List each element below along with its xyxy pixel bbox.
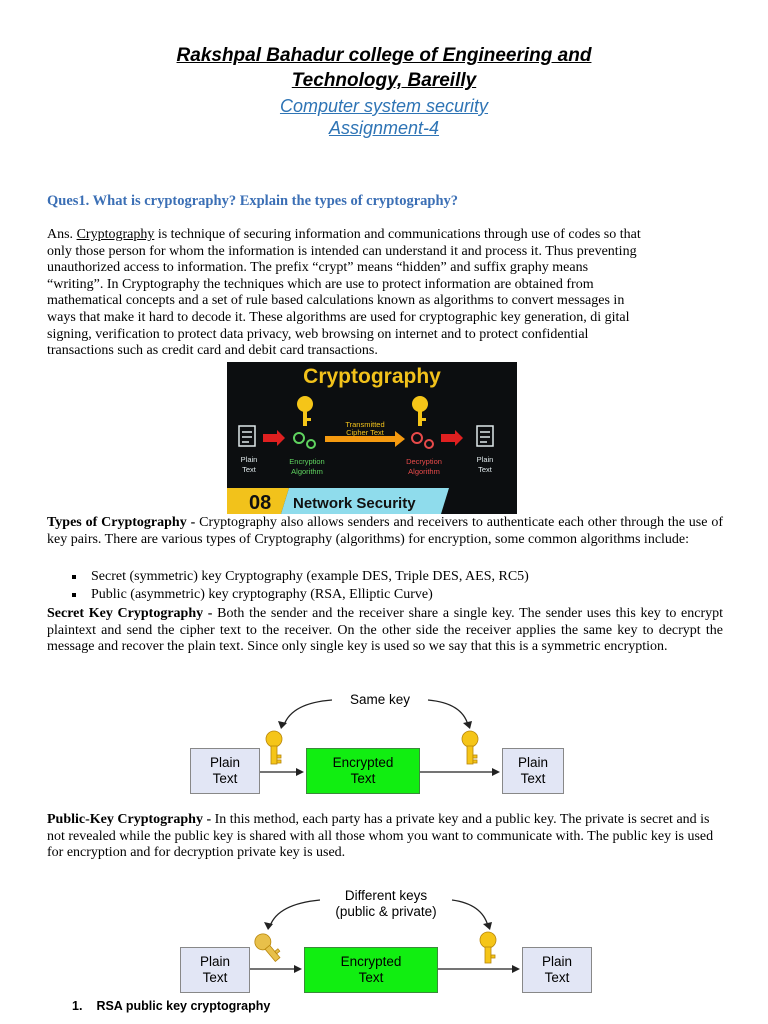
badge-text: Network Security [293, 495, 416, 512]
question-text: What is cryptography? Explain the types of cryptography? [92, 193, 459, 209]
key-icon-left [297, 396, 313, 426]
secret-key-text: Both the sender and the receiver share a single key. The sender uses this key to encrypt plaintext and send the cipher text to the receiver. On the other side the receiver applies the same key to decrypt the message and recover the plain text. Since only single key is used so we say that this is a symmetric encryption. [47, 606, 724, 655]
public-key-paragraph [47, 812, 723, 862]
cryptography-illustration [227, 362, 517, 514]
plain-text-box-left-2: Plain Text [180, 947, 250, 993]
gear-icon-encryption [294, 433, 315, 448]
cryptography-image [227, 362, 517, 514]
answer-line-4: “writing”. In Cryptography the techniques which are use to protect information are obtained from [47, 276, 594, 292]
key-icon-sender [266, 731, 282, 764]
cryptography-link: Cryptography [76, 227, 155, 242]
svg-text:Plain: Plain [476, 455, 494, 464]
key-icon-public [252, 931, 284, 965]
assignment-title: Assignment-4 [328, 118, 440, 138]
encrypted-text-box-2: Encrypted Text [304, 947, 438, 993]
college-title-line1: Rakshpal Bahadur college of Engineering and [176, 45, 592, 66]
key-icon-right [412, 396, 428, 426]
answer-line-6: ways that make it hard to decode it. These algorithms are used for cryptographic key generation, di gital [47, 309, 630, 325]
question-1 [47, 193, 458, 210]
subject-title: Computer system security [279, 96, 489, 116]
asymmetric-diagram [170, 882, 610, 994]
svg-text:Cipher Text: Cipher Text [346, 428, 384, 437]
public-key-text: In this method, each party has a private key and a public key. The private is secret and is not revealed while the public key is shared with all those whom you want to communicate with. The public key is used for encryption and for decryption private key is used. [47, 812, 714, 861]
types-heading: Types of Cryptography - [47, 515, 196, 530]
badge-number: 08 [249, 492, 272, 514]
different-keys-label: Different keys (public & private) [335, 888, 437, 919]
answer-line-2: only those person for whom the information is intended can understand it and process it. Thus preventing [47, 243, 637, 259]
svg-text:Plain: Plain [240, 455, 258, 464]
answer-line-1: Ans. Cryptography is technique of securing information and communications through use of codes so that [47, 227, 641, 242]
arrow-icon-1 [263, 430, 285, 446]
plain-text-box-left: Plain Text [190, 748, 260, 794]
types-paragraph [47, 515, 723, 548]
document-icon-left [239, 426, 255, 446]
secret-key-paragraph [47, 606, 723, 656]
college-title-line2: Technology, Bareilly [291, 70, 477, 91]
plain-text-box-right: Plain Text [502, 748, 564, 794]
bullet-item-2: Public (asymmetric) key cryptography (RSA, Elliptic Curve) [72, 587, 433, 603]
bullet-item-1: Secret (symmetric) key Cryptography (example DES, Triple DES, AES, RC5) [72, 569, 529, 585]
public-key-heading: Public-Key Cryptography - [47, 812, 212, 827]
question-label: Ques1. [47, 193, 90, 209]
svg-text:Algorithm: Algorithm [408, 467, 440, 476]
same-key-label: Same key [349, 692, 411, 707]
symmetric-diagram [180, 685, 590, 800]
svg-text:Encryption: Encryption [289, 457, 325, 466]
document-icon-right [477, 426, 493, 446]
key-icon-private [480, 932, 496, 963]
svg-text:Decryption: Decryption [406, 457, 442, 466]
types-text: Cryptography also allows senders and receivers to authenticate each other through the use of key pairs. There are various types of Cryptography (algorithms) for encryption, some common algorithms include: [47, 515, 723, 547]
svg-text:Algorithm: Algorithm [291, 467, 323, 476]
key-icon-receiver [462, 731, 478, 764]
svg-text:Text: Text [242, 465, 256, 474]
secret-key-heading: Secret Key Cryptography - [47, 606, 213, 621]
arrow-icon-3 [441, 430, 463, 446]
numbered-list-item-1: 1. RSA public key cryptography [72, 999, 271, 1013]
answer-line-8: transactions such as credit card and debit card transactions. [47, 343, 378, 359]
plain-text-box-right-2: Plain Text [522, 947, 592, 993]
answer-paragraph [47, 227, 723, 360]
answer-line-5: mathematical concepts and a set of rule based calculations known as algorithms to convert messages in [47, 293, 625, 309]
svg-text:Text: Text [478, 465, 492, 474]
svg-text:Transmitted: Transmitted [345, 420, 385, 429]
encrypted-text-box: Encrypted Text [306, 748, 420, 794]
answer-line-7: signing, verification to protect data privacy, web browsing on internet and to protect confidential [47, 326, 589, 342]
answer-line-3: unauthorized access to information. The prefix “crypt” means “hidden” and suffix graphy means [47, 260, 589, 276]
cryptography-image-title: Cryptography [303, 365, 441, 388]
gear-icon-decryption [412, 433, 433, 448]
